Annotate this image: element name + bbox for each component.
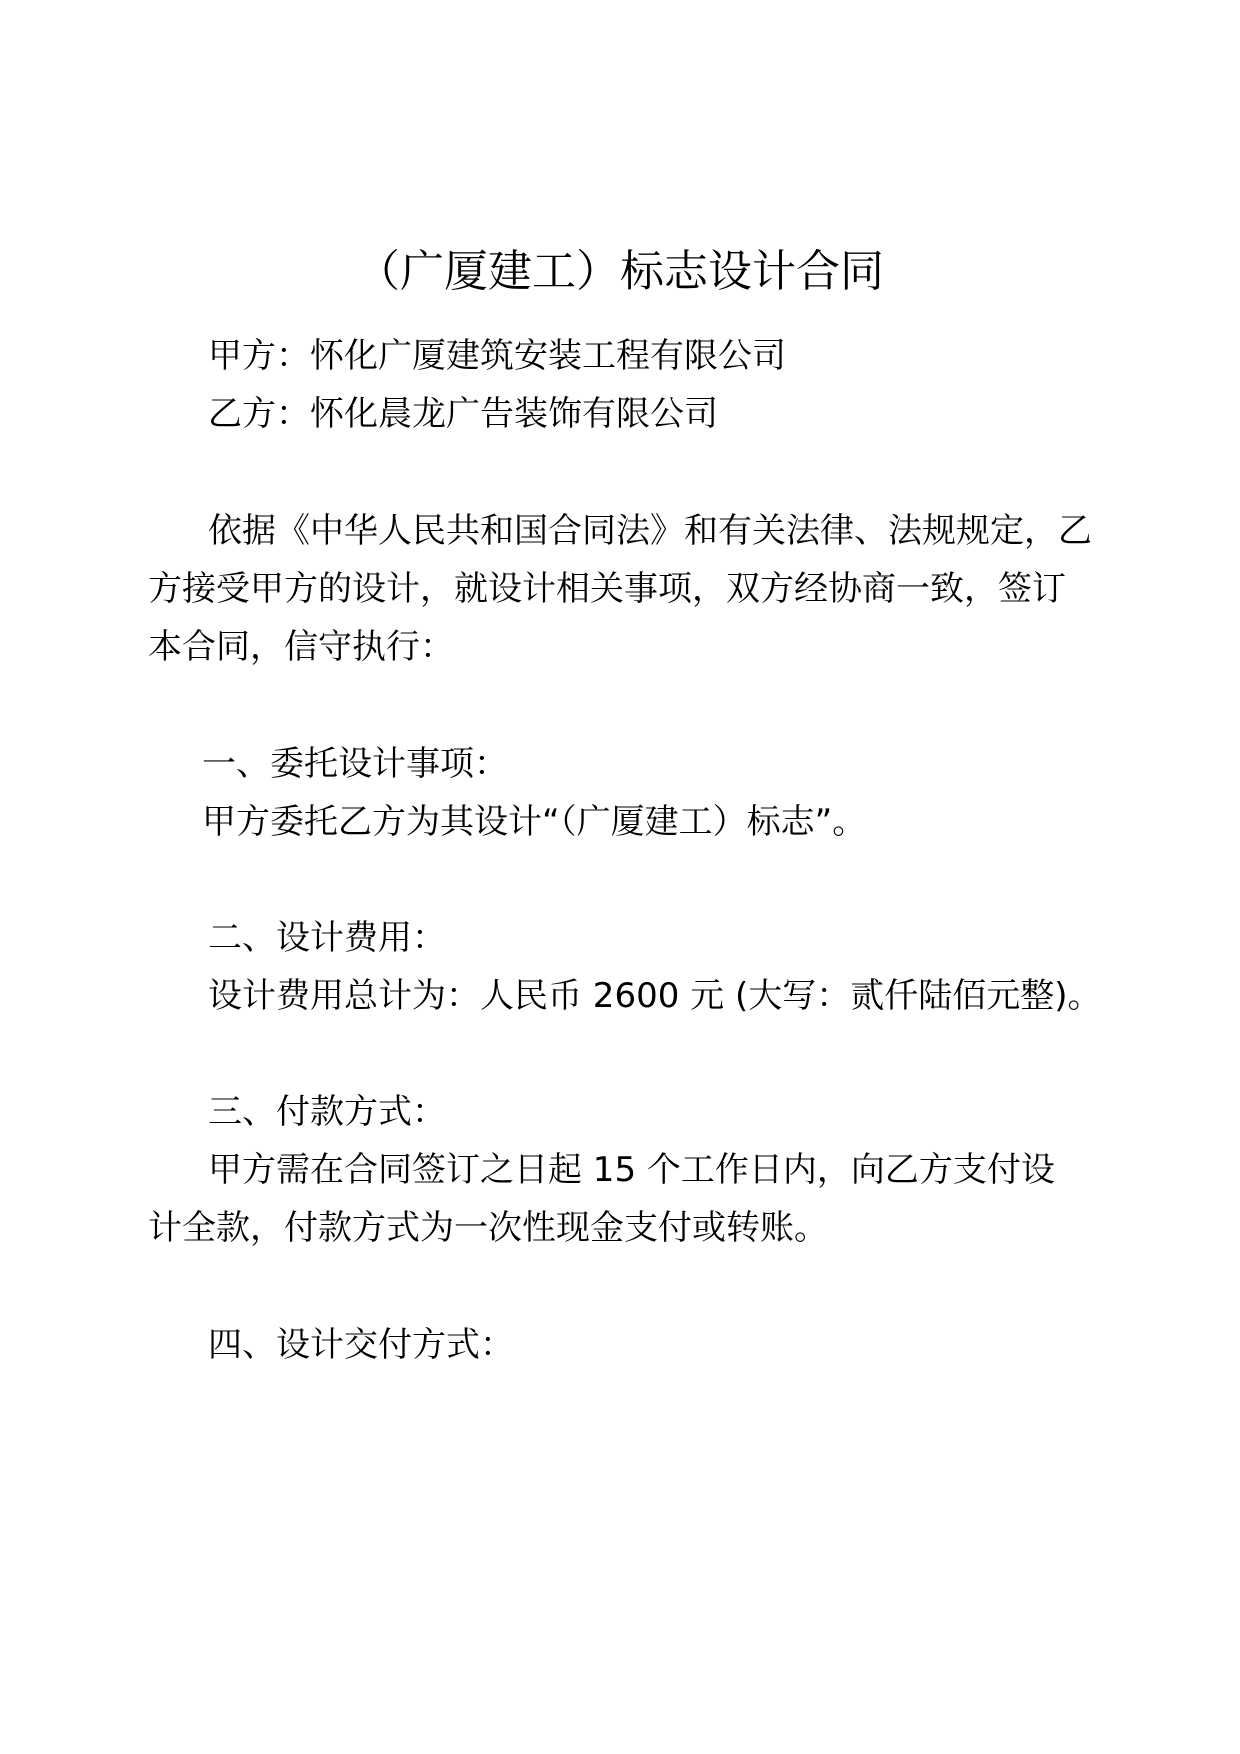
section-2-body-line-1: 设计费用总计为：人民币 2600 元 (大写：贰仟陆佰元整)。 [208,976,1102,1016]
section-2-heading: 二、设计费用： [208,918,446,958]
party-a-line: 甲方：怀化广厦建筑安装工程有限公司 [208,336,786,376]
preamble-line-1: 依据《中华人民共和国合同法》和有关法律、法规规定，乙 [208,511,1092,551]
section-3-heading: 三、付款方式： [208,1092,446,1132]
section-1-body-line-1: 甲方委托乙方为其设计“（广厦建工）标志”。 [202,802,867,842]
party-b-line: 乙方：怀化晨龙广告装饰有限公司 [208,394,718,434]
preamble-line-3: 本合同，信守执行： [148,627,454,667]
section-3-body-line-1: 甲方需在合同签订之日起 15 个工作日内，向乙方支付设 [208,1150,1055,1190]
contract-title: （广厦建工）标志设计合同 [356,246,884,297]
preamble-line-2: 方接受甲方的设计，就设计相关事项，双方经协商一致，签订 [148,569,1066,609]
section-3-body-line-2: 计全款，付款方式为一次性现金支付或转账。 [148,1208,828,1248]
section-1-heading: 一、委托设计事项： [202,744,508,784]
section-4-heading: 四、设计交付方式： [208,1325,514,1365]
